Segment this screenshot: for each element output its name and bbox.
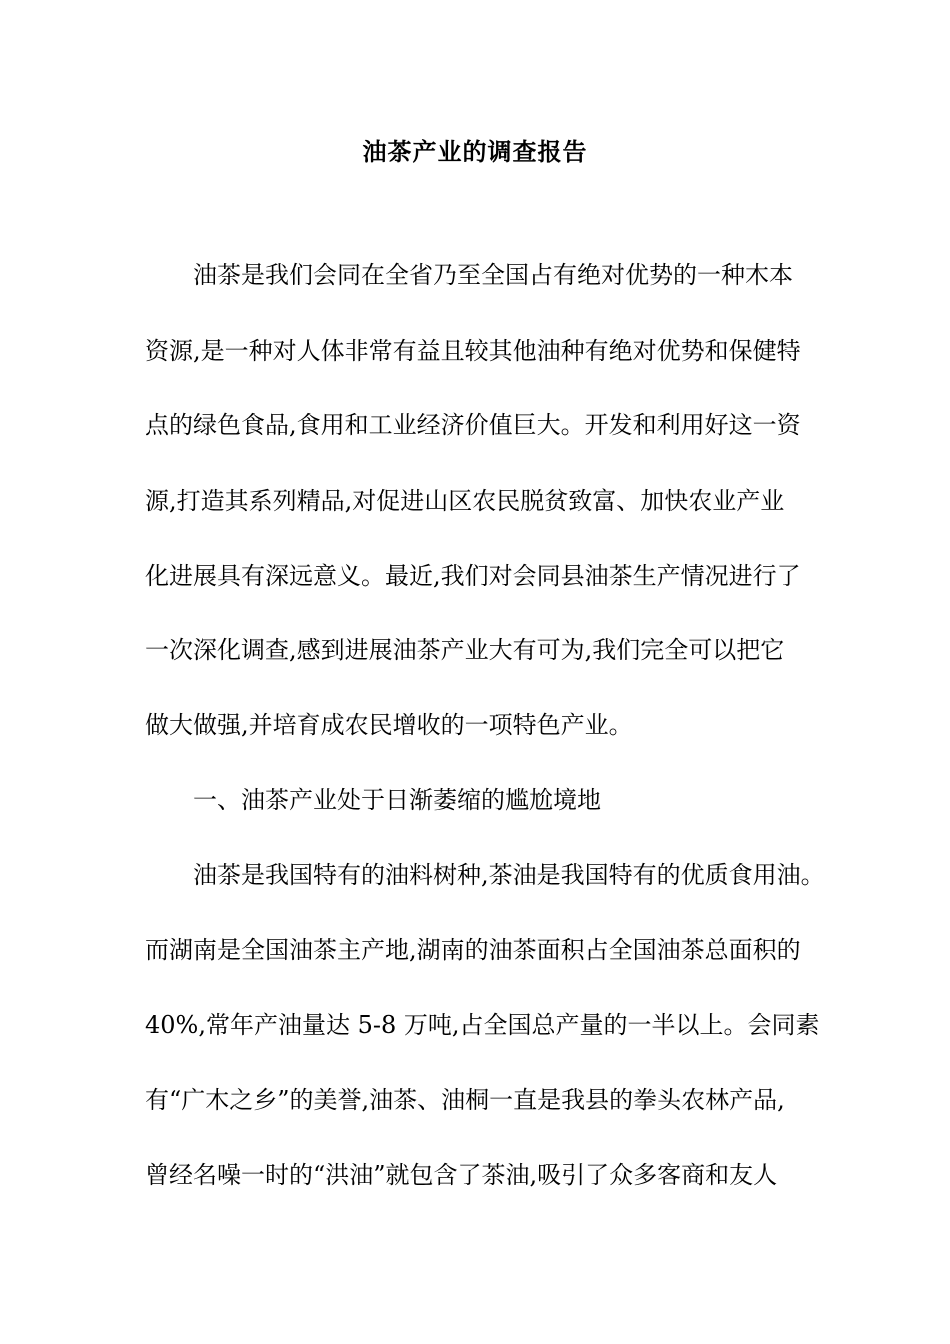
paragraph-1-line-4: 源,打造其系列精品,对促进山区农民脱贫致富、加快农业产业: [145, 487, 785, 515]
document-title: 油茶产业的调查报告: [362, 138, 588, 166]
paragraph-2-line-3: 40%,常年产油量达 5-8 万吨,占全国总产量的一半以上。会同素: [145, 1011, 820, 1039]
paragraph-2-line-1: 油茶是我国特有的油料树种,茶油是我国特有的优质食用油。: [193, 861, 825, 889]
paragraph-1-line-2: 资源,是一种对人体非常有益且较其他油种有绝对优势和保健特: [145, 337, 801, 365]
paragraph-2-line-2: 而湖南是全国油茶主产地,湖南的油茶面积占全国油茶总面积的: [145, 936, 801, 964]
paragraph-2-line-5: 曾经名噪一时的“洪油”就包含了茶油,吸引了众多客商和友人: [145, 1161, 778, 1189]
paragraph-1-line-5: 化进展具有深远意义。最近,我们对会同县油茶生产情况进行了: [145, 562, 801, 590]
paragraph-1-line-3: 点的绿色食品,食用和工业经济价值巨大。开发和利用好这一资: [145, 411, 801, 439]
paragraph-1-line-6: 一次深化调查,感到进展油茶产业大有可为,我们完全可以把它: [145, 636, 785, 664]
paragraph-1-line-7: 做大做强,并培育成农民增收的一项特色产业。: [145, 711, 633, 739]
section-heading-1: 一、油茶产业处于日渐萎缩的尴尬境地: [193, 786, 601, 814]
paragraph-2-line-4: 有“广木之乡”的美誉,油茶、油桐一直是我县的拳头农林产品,: [145, 1086, 785, 1114]
paragraph-1-line-1: 油茶是我们会同在全省乃至全国占有绝对优势的一种木本: [193, 261, 793, 289]
